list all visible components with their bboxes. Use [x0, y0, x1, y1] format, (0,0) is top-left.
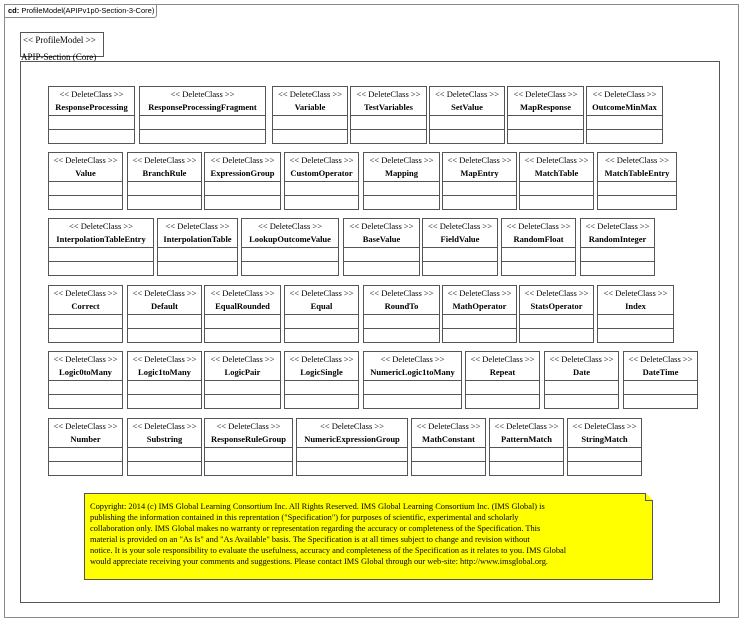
attribute-compartment [587, 116, 662, 130]
class-box[interactable] [343, 218, 420, 276]
class-name: ResponseRuleGroup [211, 434, 286, 444]
class-name: NumericExpressionGroup [304, 434, 400, 444]
class-header [443, 153, 516, 182]
attribute-compartment [344, 248, 419, 262]
attribute-compartment [545, 381, 618, 395]
attribute-compartment [128, 381, 201, 395]
class-stereotype: << DeleteClass >> [513, 89, 578, 99]
class-box[interactable] [507, 86, 584, 144]
class-box[interactable] [48, 285, 123, 343]
class-box[interactable] [127, 285, 202, 343]
attribute-compartment [128, 182, 201, 196]
class-header [128, 286, 201, 315]
class-header [423, 219, 497, 248]
copyright-note[interactable] [84, 493, 653, 580]
class-header [364, 153, 439, 182]
frame-keyword: cd: [8, 6, 20, 15]
class-box[interactable] [501, 218, 576, 276]
attribute-compartment [49, 248, 153, 262]
class-name: LookupOutcomeValue [249, 234, 331, 244]
class-stereotype: << DeleteClass >> [592, 89, 657, 99]
package-stereotype: << ProfileModel >> [23, 35, 96, 45]
class-header [297, 419, 407, 448]
class-header [568, 419, 641, 448]
class-box[interactable] [429, 86, 505, 144]
class-box[interactable] [48, 418, 123, 476]
class-header [587, 87, 662, 116]
attribute-compartment [423, 248, 497, 262]
class-header [344, 219, 419, 248]
class-name: OutcomeMinMax [592, 102, 657, 112]
frame-title: ProfileModel(APIPv1p0-Section-3-Core) [21, 6, 155, 15]
class-header [285, 286, 358, 315]
attribute-compartment [285, 381, 358, 395]
class-box[interactable] [284, 152, 359, 210]
attribute-compartment [205, 315, 280, 329]
class-stereotype: << DeleteClass >> [349, 221, 414, 231]
class-name: Mapping [384, 168, 419, 178]
class-stereotype: << DeleteClass >> [447, 288, 512, 298]
note-line: Copyright: 2014 (c) IMS Global Learning Consortium Inc. All Rights Reserved. IMS Global Learning Consortium Inc. (IMS Global) is [90, 502, 545, 511]
class-header [520, 153, 593, 182]
attribute-compartment [430, 116, 504, 130]
class-stereotype: << DeleteClass >> [53, 288, 118, 298]
class-stereotype: << DeleteClass >> [210, 288, 275, 298]
class-header [49, 352, 122, 381]
class-box[interactable] [204, 351, 281, 409]
class-name: Logic1toMany [138, 367, 191, 377]
class-header [520, 286, 593, 315]
class-stereotype: << DeleteClass >> [132, 421, 197, 431]
class-name: Index [625, 301, 646, 311]
class-header [128, 352, 201, 381]
attribute-compartment [205, 381, 280, 395]
class-header [351, 87, 426, 116]
attribute-compartment [364, 315, 439, 329]
class-header [443, 286, 516, 315]
class-name: Value [75, 168, 96, 178]
class-stereotype: << DeleteClass >> [494, 421, 559, 431]
attribute-compartment [128, 315, 201, 329]
class-header [624, 352, 697, 381]
class-box[interactable] [597, 285, 674, 343]
class-box[interactable] [465, 351, 540, 409]
class-header [545, 352, 618, 381]
class-box[interactable] [411, 418, 486, 476]
class-name: Correct [71, 301, 100, 311]
attribute-compartment [508, 116, 583, 130]
class-header [364, 286, 439, 315]
class-stereotype: << DeleteClass >> [289, 155, 354, 165]
class-name: ResponseProcessingFragment [148, 102, 257, 112]
class-name: StatsOperator [530, 301, 583, 311]
class-box[interactable] [127, 152, 202, 210]
class-stereotype: << DeleteClass >> [68, 221, 134, 231]
class-header [502, 219, 575, 248]
class-box[interactable] [139, 86, 266, 144]
class-box[interactable] [567, 418, 642, 476]
class-header [273, 87, 347, 116]
class-name: InterpolationTableEntry [56, 234, 146, 244]
class-header [242, 219, 338, 248]
class-box[interactable] [204, 418, 293, 476]
attribute-compartment [412, 448, 485, 462]
class-stereotype: << DeleteClass >> [53, 354, 118, 364]
class-name: CustomOperator [290, 168, 353, 178]
class-box[interactable] [580, 218, 655, 276]
attribute-compartment [242, 248, 338, 262]
class-stereotype: << DeleteClass >> [277, 89, 343, 99]
class-box[interactable] [48, 218, 154, 276]
class-header [598, 153, 676, 182]
class-header [205, 352, 280, 381]
class-box[interactable] [363, 285, 440, 343]
class-stereotype: << DeleteClass >> [132, 155, 197, 165]
note-line: collaboration only. IMS Global makes no warranty or representation regarding the accuracy or completeness of the Specification. This [90, 524, 541, 533]
attribute-compartment [502, 248, 575, 262]
class-name: ResponseProcessing [55, 102, 128, 112]
class-name: StringMatch [581, 434, 628, 444]
package-name: APIP-Section (Core) [21, 52, 97, 62]
class-box[interactable] [272, 86, 348, 144]
class-stereotype: << DeleteClass >> [170, 89, 235, 99]
class-stereotype: << DeleteClass >> [603, 288, 668, 298]
attribute-compartment [443, 315, 516, 329]
class-stereotype: << DeleteClass >> [549, 354, 614, 364]
class-header [49, 219, 153, 248]
class-box[interactable] [442, 285, 517, 343]
class-name: Substring [146, 434, 183, 444]
class-name: LogicPair [224, 367, 261, 377]
class-header [598, 286, 673, 315]
attribute-compartment [520, 182, 593, 196]
attribute-compartment [49, 182, 122, 196]
class-name: MathOperator [452, 301, 507, 311]
class-stereotype: << DeleteClass >> [257, 221, 323, 231]
class-header [49, 286, 122, 315]
class-name: InterpolationTable [163, 234, 232, 244]
class-box[interactable] [204, 152, 281, 210]
class-box[interactable] [519, 285, 594, 343]
class-stereotype: << DeleteClass >> [572, 421, 637, 431]
class-box[interactable] [157, 218, 238, 276]
note-line: would appreciate receiving your comments and suggestions. Please contact IMS Global through our web-site: http://www.imsglobal.org. [90, 557, 548, 566]
class-header [205, 419, 292, 448]
attribute-compartment [49, 381, 122, 395]
class-name: EqualRounded [215, 301, 270, 311]
class-stereotype: << DeleteClass >> [524, 288, 589, 298]
class-header [364, 352, 461, 381]
class-header [49, 153, 122, 182]
class-stereotype: << DeleteClass >> [585, 221, 650, 231]
class-name: BaseValue [362, 234, 401, 244]
class-name: Equal [310, 301, 333, 311]
class-stereotype: << DeleteClass >> [356, 89, 421, 99]
class-box[interactable] [586, 86, 663, 144]
class-name: SetValue [451, 102, 483, 112]
class-header [128, 153, 201, 182]
note-line: material is provided on an "As Is" and "As Available" basis. The Specification is at all times subject to change and revision without [90, 535, 530, 544]
class-stereotype: << DeleteClass >> [470, 354, 535, 364]
class-name: RandomInteger [588, 234, 647, 244]
class-stereotype: << DeleteClass >> [628, 354, 693, 364]
class-header [581, 219, 654, 248]
class-box[interactable] [422, 218, 498, 276]
class-name: MatchTableEntry [604, 168, 670, 178]
class-name: TestVariables [364, 102, 413, 112]
class-stereotype: << DeleteClass >> [380, 354, 445, 364]
class-header [128, 419, 201, 448]
class-box[interactable] [127, 351, 202, 409]
attribute-compartment [364, 182, 439, 196]
class-stereotype: << DeleteClass >> [132, 288, 197, 298]
class-box[interactable] [204, 285, 281, 343]
class-stereotype: << DeleteClass >> [165, 221, 230, 231]
class-box[interactable] [363, 351, 462, 409]
class-name: LogicSingle [300, 367, 343, 377]
class-name: Default [151, 301, 178, 311]
class-header [140, 87, 265, 116]
class-name: NumericLogic1toMany [370, 367, 455, 377]
attribute-compartment [49, 116, 134, 130]
class-box[interactable] [489, 418, 564, 476]
attribute-compartment [351, 116, 426, 130]
class-name: Number [70, 434, 101, 444]
class-stereotype: << DeleteClass >> [132, 354, 197, 364]
class-stereotype: << DeleteClass >> [53, 155, 118, 165]
class-stereotype: << DeleteClass >> [524, 155, 589, 165]
attribute-compartment [581, 248, 654, 262]
class-box[interactable] [127, 418, 202, 476]
class-header [466, 352, 539, 381]
class-header [158, 219, 237, 248]
note-line: notice. It is your sole responsibility to evaluate the usefulness, accuracy and completeness of the Specification as it relates to you. IMS Global [90, 546, 567, 555]
note-text [90, 501, 646, 567]
class-box[interactable] [623, 351, 698, 409]
class-name: Variable [294, 102, 326, 112]
class-box[interactable] [597, 152, 677, 210]
class-stereotype: << DeleteClass >> [427, 221, 493, 231]
class-header [49, 87, 134, 116]
class-box[interactable] [442, 152, 517, 210]
class-stereotype: << DeleteClass >> [369, 288, 434, 298]
class-box[interactable] [350, 86, 427, 144]
class-stereotype: << DeleteClass >> [210, 354, 275, 364]
class-header [508, 87, 583, 116]
class-header [49, 419, 122, 448]
class-name: FieldValue [440, 234, 480, 244]
attribute-compartment [205, 182, 280, 196]
class-name: MapEntry [460, 168, 499, 178]
attribute-compartment [49, 315, 122, 329]
class-stereotype: << DeleteClass >> [59, 89, 124, 99]
attribute-compartment [140, 116, 265, 130]
class-box[interactable] [241, 218, 339, 276]
attribute-compartment [598, 182, 676, 196]
class-header [490, 419, 563, 448]
class-name: PatternMatch [501, 434, 552, 444]
attribute-compartment [624, 381, 697, 395]
class-box[interactable] [519, 152, 594, 210]
class-stereotype: << DeleteClass >> [604, 155, 670, 165]
class-name: RandomFloat [513, 234, 564, 244]
attribute-compartment [297, 448, 407, 462]
class-header [205, 286, 280, 315]
attribute-compartment [205, 448, 292, 462]
class-header [285, 153, 358, 182]
attribute-compartment [520, 315, 593, 329]
class-stereotype: << DeleteClass >> [289, 354, 354, 364]
class-box[interactable] [48, 351, 123, 409]
attribute-compartment [285, 182, 358, 196]
class-box[interactable] [296, 418, 408, 476]
class-box[interactable] [544, 351, 619, 409]
frame-label [5, 5, 157, 18]
class-box[interactable] [363, 152, 440, 210]
class-header [430, 87, 504, 116]
class-stereotype: << DeleteClass >> [216, 421, 281, 431]
class-name: Logic0toMany [59, 367, 112, 377]
class-header [285, 352, 358, 381]
class-stereotype: << DeleteClass >> [447, 155, 512, 165]
class-stereotype: << DeleteClass >> [210, 155, 275, 165]
class-stereotype: << DeleteClass >> [319, 421, 385, 431]
class-name: BranchRule [142, 168, 187, 178]
attribute-compartment [128, 448, 201, 462]
class-box[interactable] [48, 152, 123, 210]
class-stereotype: << DeleteClass >> [369, 155, 434, 165]
class-name: ExpressionGroup [210, 168, 275, 178]
attribute-compartment [443, 182, 516, 196]
note-fold-corner [645, 493, 653, 501]
attribute-compartment [158, 248, 237, 262]
class-name: Repeat [489, 367, 516, 377]
class-stereotype: << DeleteClass >> [506, 221, 571, 231]
class-header [412, 419, 485, 448]
class-stereotype: << DeleteClass >> [53, 421, 118, 431]
class-stereotype: << DeleteClass >> [289, 288, 354, 298]
class-box[interactable] [284, 285, 359, 343]
class-stereotype: << DeleteClass >> [416, 421, 481, 431]
class-name: MathConstant [422, 434, 475, 444]
attribute-compartment [490, 448, 563, 462]
class-stereotype: << DeleteClass >> [434, 89, 500, 99]
attribute-compartment [364, 381, 461, 395]
class-box[interactable] [284, 351, 359, 409]
class-name: MatchTable [534, 168, 579, 178]
class-name: MapResponse [519, 102, 571, 112]
class-name: Date [573, 367, 590, 377]
class-header [205, 153, 280, 182]
note-line: publishing the information contained in this reprentation ("Specification") for purposes of scientific, experimental and scholarly [90, 513, 519, 522]
attribute-compartment [466, 381, 539, 395]
attribute-compartment [285, 315, 358, 329]
attribute-compartment [273, 116, 347, 130]
attribute-compartment [598, 315, 673, 329]
attribute-compartment [49, 448, 122, 462]
class-box[interactable] [48, 86, 135, 144]
class-name: DateTime [642, 367, 679, 377]
attribute-compartment [568, 448, 641, 462]
class-name: RoundTo [384, 301, 419, 311]
